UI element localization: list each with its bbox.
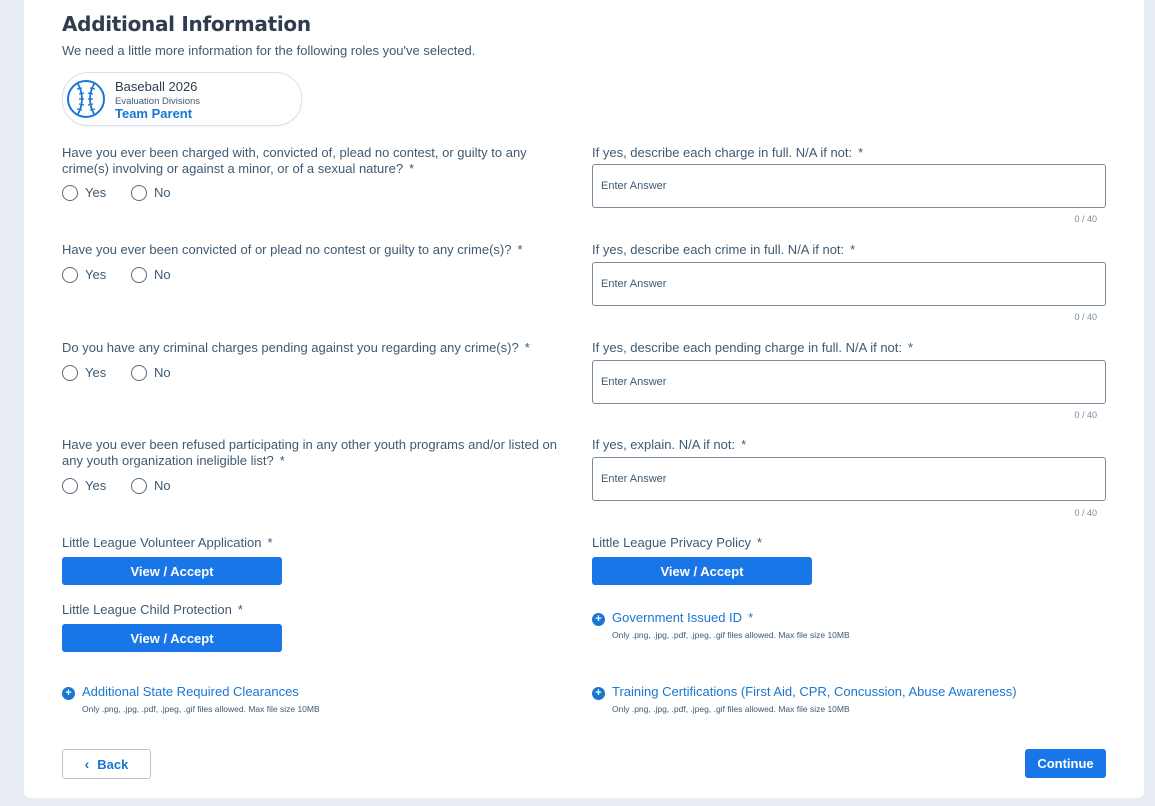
- plus-circle-icon: +: [592, 687, 605, 700]
- role-type: Team Parent: [115, 106, 193, 121]
- training-certifications-label: Training Certifications (First Aid, CPR, Concussion, Abuse Awareness): [612, 684, 1017, 699]
- privacy-policy-label: Little League Privacy Policy *: [592, 535, 763, 550]
- question-4-label: Have you ever been refused participating in any other youth programs and/or listed on any youth organization ineligible list? *: [62, 437, 558, 468]
- answer-3-label: If yes, describe each pending charge in full. N/A if not: *: [592, 340, 914, 355]
- privacy-policy-view-button[interactable]: View / Accept: [592, 557, 812, 585]
- role-division: Evaluation Divisions: [115, 96, 201, 107]
- plus-circle-icon: +: [592, 613, 605, 626]
- answer-4-counter: 0 / 40: [1074, 508, 1097, 518]
- volunteer-application-label: Little League Volunteer Application *: [62, 535, 273, 550]
- answer-4-label: If yes, explain. N/A if not: *: [592, 437, 747, 452]
- state-clearances-label: Additional State Required Clearances: [82, 684, 299, 699]
- volunteer-application-view-button[interactable]: View / Accept: [62, 557, 282, 585]
- child-protection-label: Little League Child Protection *: [62, 602, 243, 617]
- answer-3-counter: 0 / 40: [1074, 410, 1097, 420]
- answer-2-input[interactable]: [592, 262, 1106, 306]
- training-certifications-hint: Only .png, .jpg, .pdf, .jpeg, .gif files allowed. Max file size 10MB: [612, 704, 850, 714]
- answer-2-label: If yes, describe each crime in full. N/A if not: *: [592, 242, 856, 257]
- answer-1-input[interactable]: [592, 164, 1106, 208]
- chevron-left-icon: ‹: [84, 756, 90, 772]
- back-button[interactable]: [62, 749, 151, 779]
- answer-2-counter: 0 / 40: [1074, 312, 1097, 322]
- answer-1-counter: 0 / 40: [1074, 214, 1097, 224]
- page-subtitle: We need a little more information for the following roles you've selected.: [62, 43, 476, 58]
- training-certifications-upload[interactable]: [592, 684, 1072, 720]
- government-id-upload[interactable]: [592, 610, 1012, 646]
- answer-1-label: If yes, describe each charge in full. N/A if not: *: [592, 145, 864, 160]
- government-id-label: Government Issued ID *: [612, 610, 754, 625]
- state-clearances-upload[interactable]: [62, 684, 482, 720]
- role-program-name: Baseball 2026: [115, 79, 198, 94]
- government-id-hint: Only .png, .jpg, .pdf, .jpeg, .gif files allowed. Max file size 10MB: [612, 630, 850, 640]
- plus-circle-icon: +: [62, 687, 75, 700]
- answer-3-input[interactable]: [592, 360, 1106, 404]
- answer-4-input[interactable]: [592, 457, 1106, 501]
- question-3-label: Do you have any criminal charges pending against you regarding any crime(s)? *: [62, 340, 530, 355]
- back-button-label: Back: [97, 757, 129, 772]
- child-protection-view-button[interactable]: View / Accept: [62, 624, 282, 652]
- state-clearances-hint: Only .png, .jpg, .pdf, .jpeg, .gif files allowed. Max file size 10MB: [82, 704, 320, 714]
- question-1-label: Have you ever been charged with, convicted of, plead no contest, or guilty to any crime(s) involving or against a minor, or of a sexual nature? *: [62, 145, 527, 176]
- continue-button[interactable]: Continue: [1025, 749, 1106, 778]
- baseball-icon: [66, 79, 106, 119]
- page-title: Additional Information: [62, 12, 311, 36]
- role-card: [62, 72, 302, 126]
- question-2-label: Have you ever been convicted of or plead no contest or guilty to any crime(s)? *: [62, 242, 523, 257]
